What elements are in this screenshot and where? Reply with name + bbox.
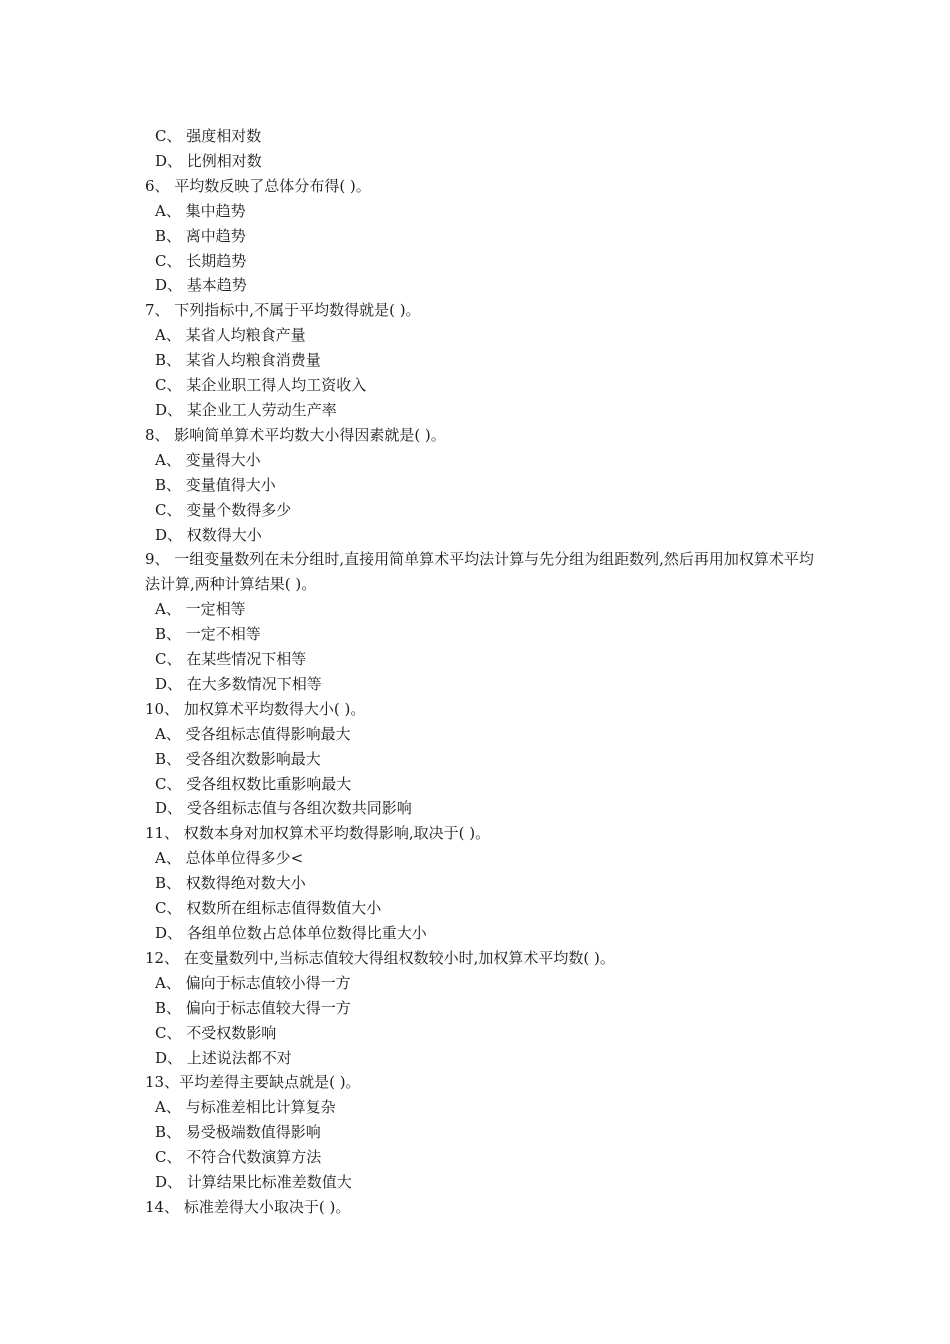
answer-option: D、 上述说法都不对 xyxy=(155,1048,292,1067)
answer-option: B、 一定不相等 xyxy=(155,625,261,644)
question-text: 12、 在变量数列中,当标志值较大得组权数较小时,加权算术平均数( )。 xyxy=(145,948,615,967)
answer-option: D、 在大多数情况下相等 xyxy=(155,674,322,693)
answer-option: D、 权数得大小 xyxy=(155,525,262,544)
question-text: 8、 影响简单算术平均数大小得因素就是( )。 xyxy=(145,425,446,444)
answer-option: B、 易受极端数值得影响 xyxy=(155,1123,321,1142)
answer-option: C、 权数所在组标志值得数值大小 xyxy=(155,899,382,918)
answer-option: B、 离中趋势 xyxy=(155,226,246,245)
answer-option: D、 某企业工人劳动生产率 xyxy=(155,400,337,419)
question-text: 6、 平均数反映了总体分布得( )。 xyxy=(145,176,371,195)
answer-option: C、 在某些情况下相等 xyxy=(155,650,307,669)
answer-option: B、 偏向于标志值较大得一方 xyxy=(155,998,351,1017)
answer-option: D、 受各组标志值与各组次数共同影响 xyxy=(155,799,412,818)
answer-option: C、 不受权数影响 xyxy=(155,1023,277,1042)
question-text: 7、 下列指标中,不属于平均数得就是( )。 xyxy=(145,301,421,320)
answer-option: A、 总体单位得多少< xyxy=(155,849,304,868)
answer-option: C、 受各组权数比重影响最大 xyxy=(155,774,352,793)
answer-option: B、 权数得绝对数大小 xyxy=(155,874,306,893)
answer-option: A、 一定相等 xyxy=(155,600,246,619)
answer-option: B、 某省人均粮食消费量 xyxy=(155,351,321,370)
answer-option: A、 某省人均粮食产量 xyxy=(155,326,306,345)
answer-option: C、 不符合代数演算方法 xyxy=(155,1148,322,1167)
question-text: 13、平均差得主要缺点就是( )。 xyxy=(145,1073,361,1092)
answer-option: A、 集中趋势 xyxy=(155,201,246,220)
question-text: 11、 权数本身对加权算术平均数得影响,取决于( )。 xyxy=(145,824,491,843)
question-text: 14、 标准差得大小取决于( )。 xyxy=(145,1197,351,1216)
answer-option: A、 偏向于标志值较小得一方 xyxy=(155,973,351,992)
answer-option: C、 某企业职工得人均工资收入 xyxy=(155,376,367,395)
answer-option: D、 比例相对数 xyxy=(155,151,262,170)
answer-option: B、 变量值得大小 xyxy=(155,475,276,494)
answer-option: A、 与标准差相比计算复杂 xyxy=(155,1098,336,1117)
answer-option: D、 计算结果比标准差数值大 xyxy=(155,1173,352,1192)
answer-option: C、 变量个数得多少 xyxy=(155,500,292,519)
answer-option: A、 变量得大小 xyxy=(155,450,261,469)
answer-option: A、 受各组标志值得影响最大 xyxy=(155,724,351,743)
question-text: 10、 加权算术平均数得大小( )。 xyxy=(145,699,366,718)
answer-option: D、 各组单位数占总体单位数得比重大小 xyxy=(155,924,427,942)
answer-option: D、 基本趋势 xyxy=(155,276,247,295)
answer-option: B、 受各组次数影响最大 xyxy=(155,749,321,768)
document-body xyxy=(145,124,825,1220)
question-text: 9、 一组变量数列在未分组时,直接用简单算术平均法计算与先分组为组距数列,然后再用加权算术平均法计算,两种计算结果( )。 xyxy=(145,550,814,594)
answer-option: C、 长期趋势 xyxy=(155,251,247,270)
answer-option: C、 强度相对数 xyxy=(155,127,262,145)
